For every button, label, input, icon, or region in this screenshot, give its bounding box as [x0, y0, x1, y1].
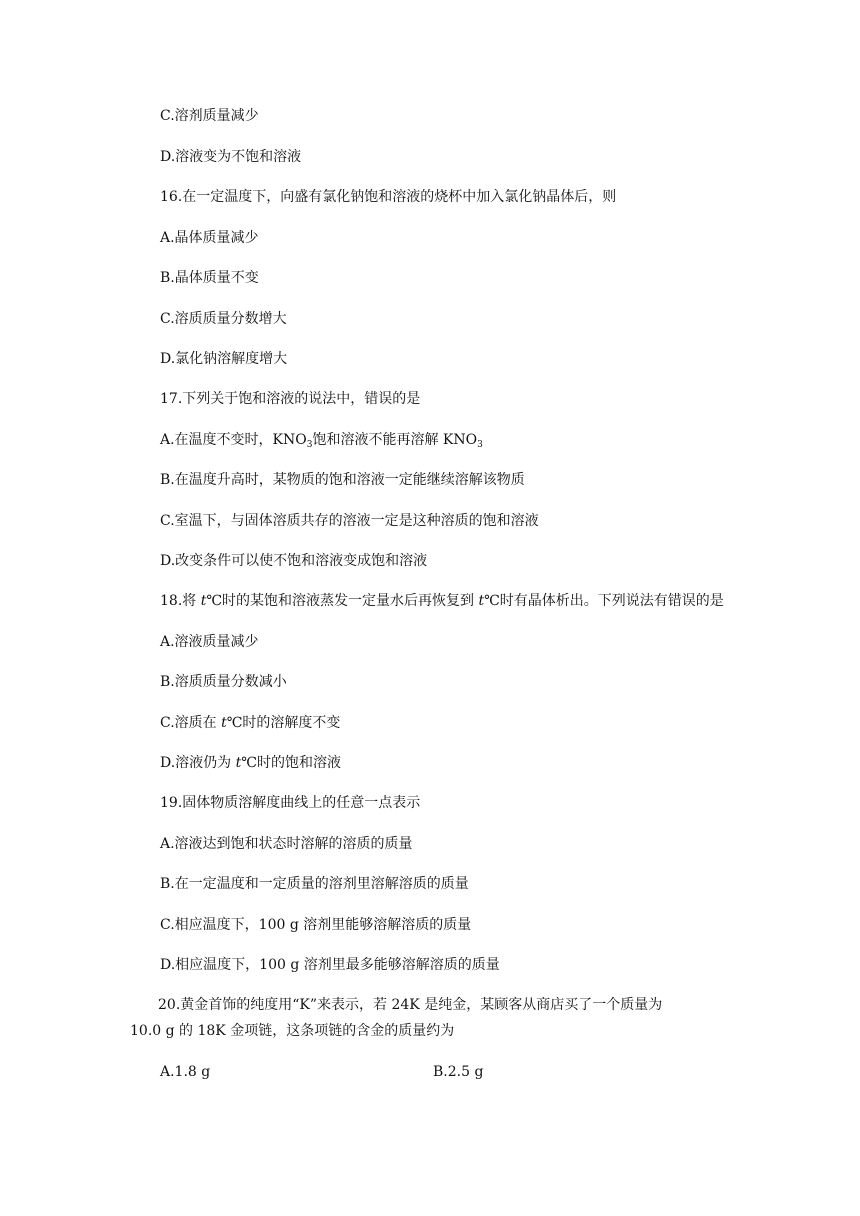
q16-option-d: D.氯化钠溶解度增大 [160, 351, 288, 367]
q19-option-b: B.在一定温度和一定质量的溶剂里溶解溶质的质量 [160, 876, 469, 892]
q17-a-subscript-1: 3 [306, 440, 313, 450]
q17-option-a [160, 430, 483, 450]
q18-option-a: A.溶液质量减少 [160, 634, 259, 650]
q20-option-a: A.1.8 g [160, 1064, 211, 1080]
q18-option-b: B.溶质质量分数减小 [160, 674, 287, 690]
q18-stem-var-t-2: t [478, 593, 485, 609]
q20-stem-line-2: 10.0 g 的 18K 金项链，这条项链的含金的质量约为 [130, 1023, 455, 1039]
q18-option-d [160, 753, 341, 773]
q16-option-a: A.晶体质量减少 [160, 230, 259, 246]
q18-c-text-2: ℃时的溶解度不变 [226, 715, 341, 731]
q17-a-subscript-2: 3 [477, 440, 483, 450]
q17-a-text-2: 饱和溶液不能再溶解 KNO [312, 432, 478, 448]
q18-option-c [160, 713, 340, 733]
q18-stem [160, 591, 724, 611]
q19-option-c: C.相应温度下，100 g 溶剂里能够溶解溶质的质量 [160, 917, 472, 933]
q19-option-a: A.溶液达到饱和状态时溶解的溶质的质量 [160, 836, 413, 852]
q16-option-c: C.溶质质量分数增大 [160, 311, 287, 327]
q17-option-b: B.在温度升高时，某物质的饱和溶液一定能继续溶解该物质 [160, 472, 525, 488]
q18-c-var-t: t [221, 715, 227, 731]
q17-option-d: D.改变条件可以使不饱和溶液变成饱和溶液 [160, 553, 428, 569]
q16-stem: 16.在一定温度下，向盛有氯化钠饱和溶液的烧杯中加入氯化钠晶体后，则 [160, 189, 617, 205]
q15-option-c: C.溶剂质量减少 [160, 108, 259, 124]
q18-c-text-1: C.溶质在 [160, 715, 222, 731]
q20-option-b: B.2.5 g [433, 1064, 484, 1080]
q18-stem-text-1: 18.将 [160, 593, 201, 609]
q16-option-b: B.晶体质量不变 [160, 270, 259, 286]
q17-a-text-1: A.在温度不变时，KNO [160, 432, 307, 448]
q20-stem-line-1: 20.黄金首饰的纯度用“K”来表示，若 24K 是纯金，某顾客从商店买了一个质量为 [158, 997, 663, 1013]
q18-d-text-2: ℃时的饱和溶液 [241, 755, 341, 771]
q18-stem-text-2: ℃时的某饱和溶液蒸发一定量水后再恢复到 [206, 593, 479, 609]
q18-stem-var-t-1: t [200, 593, 207, 609]
q18-d-var-t: t [235, 755, 242, 771]
q17-option-c: C.室温下，与固体溶质共存的溶液一定是这种溶质的饱和溶液 [160, 513, 539, 529]
q18-d-text-1: D.溶液仍为 [160, 755, 236, 771]
q19-stem: 19.固体物质溶解度曲线上的任意一点表示 [160, 795, 421, 811]
q18-stem-text-3: ℃时有晶体析出。下列说法有错误的是 [484, 593, 724, 609]
q17-stem: 17.下列关于饱和溶液的说法中，错误的是 [160, 391, 421, 407]
q19-option-d: D.相应温度下，100 g 溶剂里最多能够溶解溶质的质量 [160, 957, 500, 973]
q15-option-d: D.溶液变为不饱和溶液 [160, 149, 302, 165]
